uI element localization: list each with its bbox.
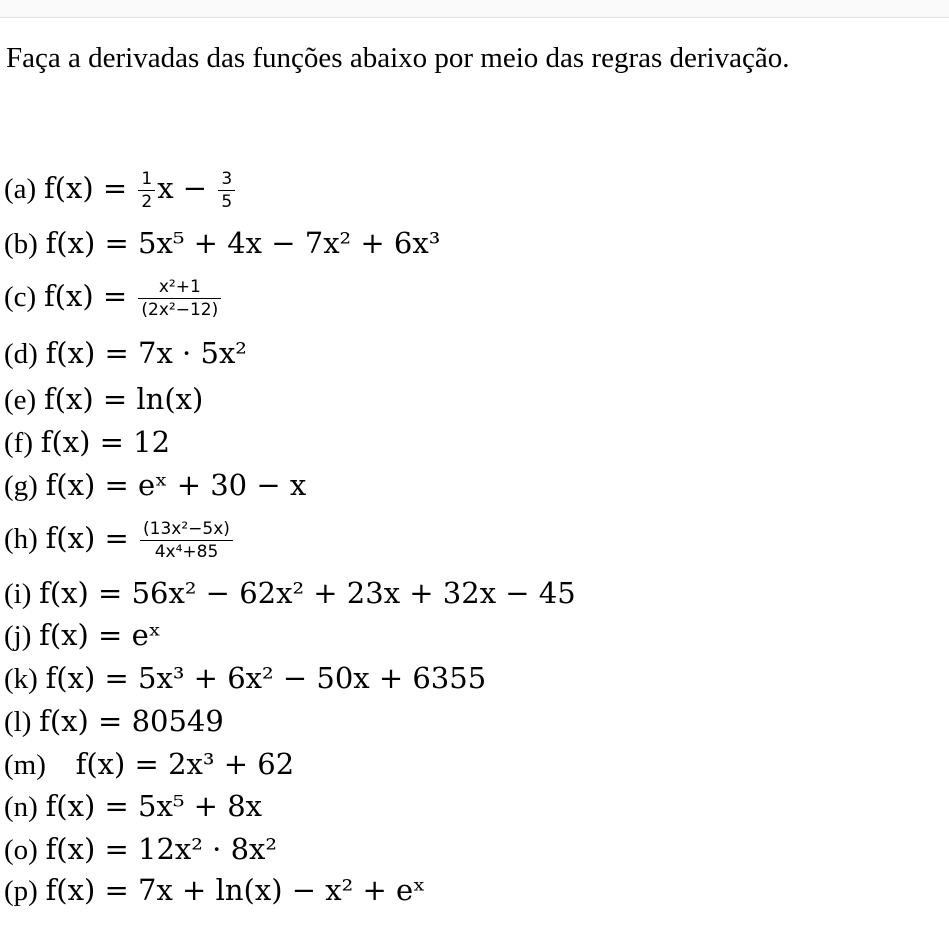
denominator: 5 [221, 192, 233, 213]
item-label: (c) [4, 281, 37, 313]
exercise-i [4, 575, 576, 612]
function-expression: f(x) = 56x² − 62x² + 23x + 32x − 45 [39, 576, 576, 610]
exercise-b [4, 225, 440, 262]
item-label: (f) [4, 427, 33, 459]
numerator: 3 [218, 170, 235, 191]
exercise-c [4, 278, 223, 319]
fraction-one-half [138, 170, 155, 211]
item-label: (m) [4, 749, 46, 781]
item-label: (n) [4, 791, 38, 823]
function-expression: f(x) = 5x³ + 6x² − 50x + 6355 [45, 661, 487, 695]
item-label: (l) [4, 706, 32, 738]
function-expression: f(x) = eˣ + 30 − x [45, 468, 307, 502]
function-expression: f(x) = 2x³ + 62 [75, 747, 295, 781]
item-label: (k) [4, 663, 38, 695]
exercise-p [4, 872, 425, 909]
function-expression: f(x) = 12x² · 8x² [45, 832, 277, 866]
item-label: (g) [4, 470, 38, 502]
function-expression: f(x) = 12 [40, 425, 171, 459]
exercise-j [4, 617, 161, 654]
exercise-n [4, 788, 262, 825]
item-label: (h) [4, 523, 38, 555]
exercise-f [4, 424, 170, 461]
denominator: 2 [141, 192, 153, 213]
item-label: (d) [4, 338, 38, 370]
function-expression: f(x) = 7x + ln(x) − x² + eˣ [45, 873, 426, 907]
function-expression: f(x) = [43, 171, 137, 205]
function-expression: f(x) = 80549 [39, 704, 224, 738]
function-expression: f(x) = [43, 279, 137, 313]
item-label: (p) [4, 875, 38, 907]
exercise-k [4, 660, 486, 697]
exercise-l [4, 703, 224, 740]
exercise-h [4, 520, 235, 561]
function-expression: f(x) = 7x · 5x² [45, 336, 247, 370]
denominator: (2x²−12) [141, 300, 219, 321]
function-expression-mid: x − [157, 171, 217, 205]
item-label: (b) [4, 228, 38, 260]
fraction-three-fifths [218, 170, 235, 211]
exercise-m [4, 746, 294, 783]
exercise-o [4, 831, 277, 868]
exercise-d [4, 335, 247, 372]
top-bar [0, 0, 949, 18]
numerator: x²+1 [138, 278, 221, 299]
function-expression: f(x) = 5x⁵ + 4x − 7x² + 6x³ [45, 226, 441, 260]
numerator: 1 [138, 170, 155, 191]
item-label: (e) [4, 384, 37, 416]
exercise-e [4, 381, 203, 418]
exercise-g [4, 467, 306, 504]
instruction-text: Faça a derivadas das funções abaixo por meio das regras derivação. [6, 42, 790, 74]
item-label: (a) [4, 173, 37, 205]
item-label: (o) [4, 834, 38, 866]
fraction [138, 278, 221, 319]
function-expression: f(x) = ln(x) [43, 382, 204, 416]
denominator: 4x⁴+85 [154, 542, 219, 563]
item-label: (j) [4, 620, 32, 652]
fraction [140, 520, 233, 561]
function-expression: f(x) = eˣ [39, 618, 162, 652]
exercise-a [4, 170, 237, 211]
function-expression: f(x) = [45, 521, 139, 555]
item-label: (i) [4, 578, 32, 610]
function-expression: f(x) = 5x⁵ + 8x [45, 789, 263, 823]
numerator: (13x²−5x) [140, 520, 233, 541]
